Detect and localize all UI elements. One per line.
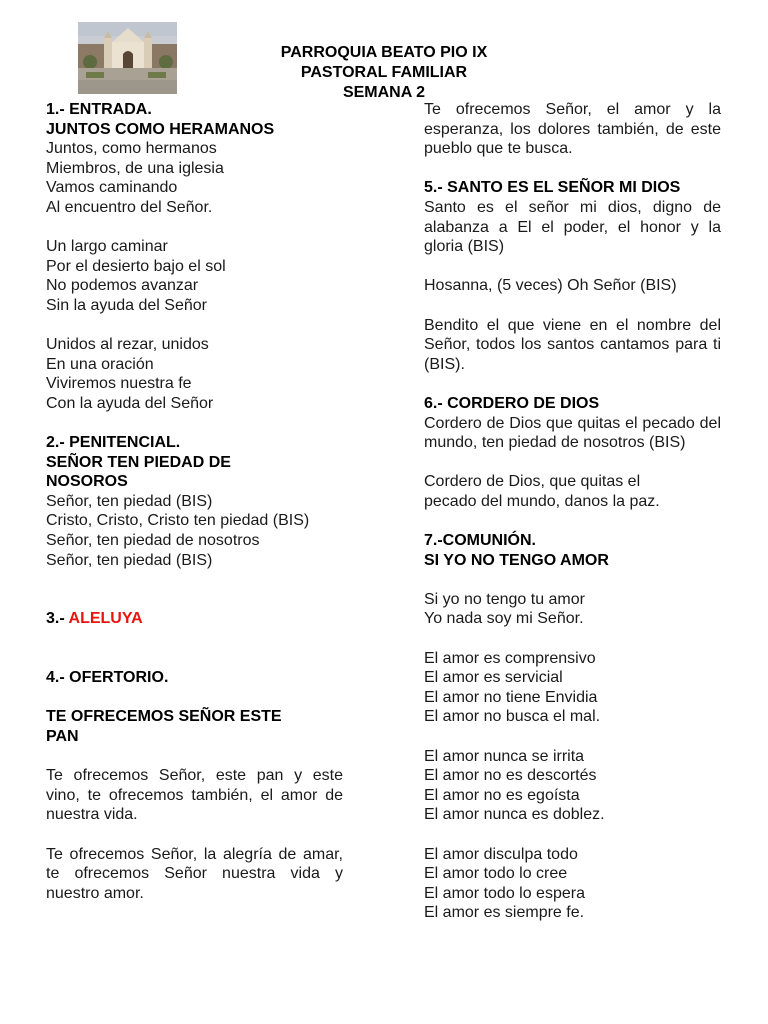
church-photo — [78, 22, 177, 94]
lyric-line: El amor es siempre fe. — [424, 904, 585, 922]
lyric-line: El amor no busca el mal. — [424, 708, 601, 726]
lyric-line: En una oración — [46, 355, 154, 373]
week-label: SEMANA 2 — [342, 84, 426, 101]
section-entrada-title: 1.- ENTRADA. — [46, 101, 152, 118]
section-ofertorio-subtitle: TE OFRECEMOS SEÑOR ESTE PAN — [46, 708, 282, 745]
section-penitencial-subtitle: SEÑOR TEN PIEDAD DE — [46, 453, 231, 471]
lyric-line: Cordero de Dios, que quitas el — [424, 473, 641, 491]
lyric-line: Miembros, de una iglesia — [46, 159, 224, 177]
lyric-line: El amor todo lo cree — [424, 865, 568, 883]
section-penitencial-subtitle: NOSOROS — [46, 473, 128, 491]
lyric-line: El amor nunca se irrita — [424, 747, 585, 765]
lyric-line: Señor, ten piedad (BIS) — [46, 492, 213, 510]
lyric-line: Al encuentro del Señor. — [46, 198, 213, 216]
ofertorio-paragraph: Te ofrecemos Señor, la alegría de amar, te ofrecemos Señor nuestra vida y nuestro amor. — [46, 845, 343, 902]
section-penitencial-title: 2.- PENITENCIAL. — [46, 434, 181, 452]
section-cordero-title: 6.- CORDERO DE DIOS — [424, 394, 600, 412]
lyric-line: Vamos caminando — [46, 179, 178, 197]
right-column — [424, 100, 721, 923]
lyric-line: Sin la ayuda del Señor — [46, 296, 207, 314]
lyric-line: El amor es servicial — [424, 669, 563, 687]
lyric-line: Por el desierto bajo el sol — [46, 257, 226, 275]
aleluya-label: ALELUYA — [68, 610, 143, 628]
lyric-line: Unidos al rezar, unidos — [46, 336, 209, 354]
lyric-line: Yo nada soy mi Señor. — [424, 610, 584, 628]
left-column — [46, 100, 343, 903]
cordero-paragraph: Cordero de Dios que quitas el pecado del mundo, ten piedad de nosotros (BIS) — [424, 414, 721, 452]
lyric-line: El amor disculpa todo — [424, 845, 578, 863]
church-photo-illustration — [78, 22, 177, 94]
lyric-line: Juntos, como hermanos — [46, 140, 217, 158]
section-comunion-subtitle: SI YO NO TENGO AMOR — [424, 551, 609, 569]
section-entrada-subtitle: JUNTOS COMO HERAMANOS — [46, 120, 275, 138]
lyric-line: Un largo caminar — [46, 238, 168, 256]
lyric-line: No podemos avanzar — [46, 277, 199, 295]
lyric-line: El amor es comprensivo — [424, 649, 596, 667]
ofertorio-paragraph: Te ofrecemos Señor, este pan y este vino, te ofrecemos también, el amor de nuestra vida. — [46, 767, 343, 824]
ofertorio-paragraph: Te ofrecemos Señor, el amor y la esperanza, los dolores también, de este pueblo que te busca. — [424, 101, 721, 158]
lyric-line: Si yo no tengo tu amor — [424, 590, 585, 608]
section-santo-title: 5.- SANTO ES EL SEÑOR MI DIOS — [424, 179, 681, 197]
lyric-line: Cristo, Cristo, Cristo ten piedad (BIS) — [46, 512, 310, 530]
section-aleluya-title — [46, 609, 343, 629]
section-ofertorio-title: 4.- OFERTORIO. — [46, 669, 169, 687]
lyric-line: Viviremos nuestra fe — [46, 375, 192, 393]
parish-name: PARROQUIA BEATO PIO IX — [280, 44, 488, 61]
section-aleluya-number: 3.- — [46, 610, 69, 628]
lyric-line: El amor no tiene Envidia — [424, 688, 598, 706]
lyric-line: El amor no es descortés — [424, 767, 597, 785]
lyric-line: Con la ayuda del Señor — [46, 394, 214, 412]
section-comunion-title: 7.-COMUNIÓN. — [424, 532, 536, 550]
lyric-line: Señor, ten piedad (BIS) — [46, 551, 213, 569]
hosanna-line: Hosanna, (5 veces) Oh Señor (BIS) — [424, 277, 677, 295]
lyric-line: Señor, ten piedad de nosotros — [46, 532, 260, 550]
lyric-line: pecado del mundo, danos la paz. — [424, 492, 660, 510]
lyric-line: El amor nunca es doblez. — [424, 806, 605, 824]
bendito-paragraph: Bendito el que viene en el nombre del Señor, todos los santos cantamos para ti (BIS). — [424, 316, 721, 373]
lyric-line: El amor todo lo espera — [424, 884, 585, 902]
pastoral-name: PASTORAL FAMILIAR — [300, 64, 468, 81]
lyric-line: El amor no es egoísta — [424, 786, 580, 804]
santo-paragraph: Santo es el señor mi dios, digno de alabanza a El el poder, el honor y la gloria (BIS) — [424, 198, 721, 256]
page-header — [230, 43, 538, 103]
